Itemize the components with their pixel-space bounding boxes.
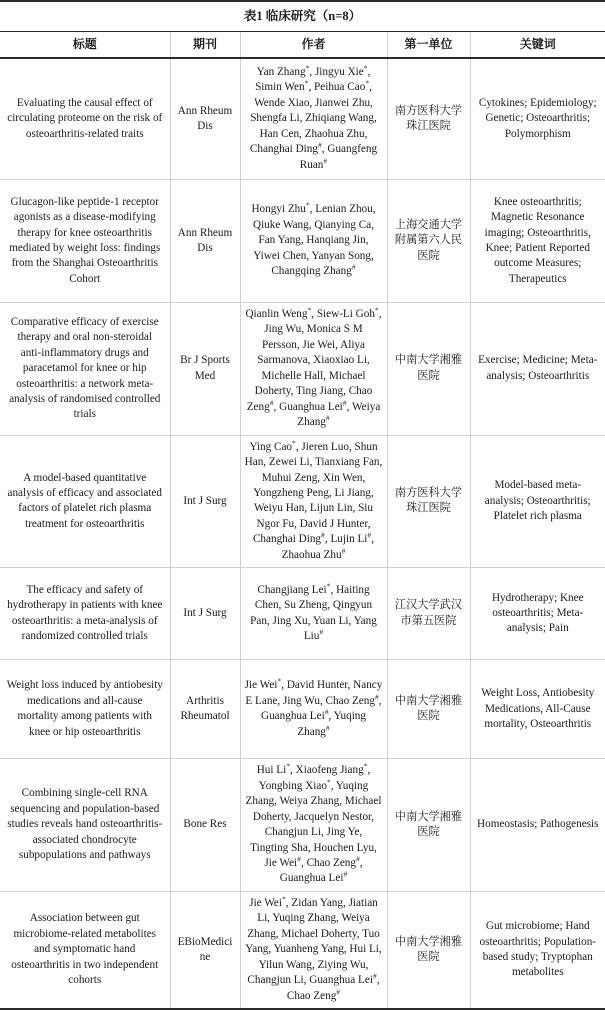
- cell-journal: Ann Rheum Dis: [170, 180, 240, 303]
- cell-title: Evaluating the causal effect of circulating proteome on the risk of osteoarthritis-related traits: [7, 96, 163, 140]
- cell-unit: 南方医科大学珠江医院: [387, 58, 470, 180]
- cell-journal: Br J Sports Med: [170, 303, 240, 436]
- cell-authors: Jie Wei*, David Hunter, Nancy E Lane, Jing Wu, Chao Zeng#, Guanghua Lei#, Yuqing Zhang#: [240, 660, 387, 759]
- table-title: 表1 临床研究（n=8）: [0, 1, 605, 32]
- cell-journal: Ann Rheum Dis: [170, 58, 240, 180]
- cell-keywords: Exercise; Medicine; Meta-analysis; Osteoarthritis: [470, 303, 605, 436]
- cell-keywords: Weight Loss, Antiobesity Medications, All-Cause mortality, Osteoarthritis: [470, 660, 605, 759]
- cell-authors: Changjiang Lei*, Haiting Chen, Su Zheng, Qingyun Pan, Jing Xu, Yuan Li, Yang Liu#: [240, 568, 387, 660]
- cell-unit: 中南大学湘雅医院: [387, 660, 470, 759]
- cell-unit: 江汉大学武汉市第五医院: [387, 568, 470, 660]
- column-header-keywords: 关键词: [470, 32, 605, 59]
- column-header-unit: 第一单位: [387, 32, 470, 59]
- table-row: [0, 435, 605, 568]
- cell-journal: Int J Surg: [170, 435, 240, 568]
- cell-keywords: Gut microbiome; Hand osteoarthritis; Population-based study; Tryptophan metabolites: [470, 891, 605, 1009]
- cell-unit: 南方医科大学珠江医院: [387, 435, 470, 568]
- table-row: [0, 58, 605, 180]
- cell-title: Combining single-cell RNA sequencing and population-based studies reveals hand osteoarthritis-associated chondrocyte subpopulations and pathways: [0, 759, 170, 892]
- cell-authors: Hongyi Zhu*, Lenian Zhou, Qiuke Wang, Qianying Ca, Fan Yang, Hanqiang Jin, Yiwei Chen, Yanyan Song, Changqing Zhang#: [240, 180, 387, 303]
- cell-title: A model-based quantitative analysis of efficacy and associated factors of platelet rich plasma treatment for osteoarthritis: [0, 435, 170, 568]
- table-row: [0, 180, 605, 303]
- table-row: [0, 759, 605, 892]
- cell-unit: 中南大学湘雅医院: [387, 303, 470, 436]
- cell-unit: 上海交通大学附属第六人民医院: [387, 180, 470, 303]
- cell-authors: Ying Cao*, Jieren Luo, Shun Han, Zewei Li, Tianxiang Fan, Muhui Zeng, Xin Wen, Yongzheng Peng, Li Jiang, Weiyu Han, Lijun Lin, Siu Ngor Fu, David J Hunter, Changhai Ding#, Lujin Li#, Zhaohua Zhu#: [240, 435, 387, 568]
- table-row: [0, 303, 605, 436]
- cell-unit: 中南大学湘雅医院: [387, 891, 470, 1009]
- table-row: [0, 568, 605, 660]
- cell-title: Weight loss induced by antiobesity medications and all-cause mortality among patients with knee or hip osteoarthritis: [0, 660, 170, 759]
- column-header-title: 标题: [0, 32, 170, 59]
- cell-authors: Hui Li*, Xiaofeng Jiang*, Yongbing Xiao*, Yuqing Zhang, Weiya Zhang, Michael Doherty, Jacquelyn Nestor, Changjun Li, Jing Ye, Tingting Sha, Houchen Lyu, Jie Wei#, Chao Zeng#, Guanghua Lei#: [240, 759, 387, 892]
- cell-journal: Int J Surg: [170, 568, 240, 660]
- table-header-row: [0, 32, 605, 59]
- cell-keywords: Cytokines; Epidemiology; Genetic; Osteoarthritis; Polymorphism: [470, 58, 605, 180]
- cell-authors: Qianlin Weng*, Siew-Li Goh*, Jing Wu, Monica S M Persson, Jie Wei, Aliya Sarmanova, Xiaoxiao Li, Michelle Hall, Michael Doherty, Ting Jiang, Chao Zeng#, Guanghua Lei#, Weiya Zhang#: [240, 303, 387, 436]
- cell-keywords: Hydrotherapy; Knee osteoarthritis; Meta-analysis; Pain: [470, 568, 605, 660]
- cell-title: Association between gut microbiome-related metabolites and symptomatic hand osteoarthritis in two independent cohorts: [0, 891, 170, 1009]
- column-header-authors: 作者: [240, 32, 387, 59]
- cell-title: The efficacy and safety of hydrotherapy in patients with knee osteoarthritis: a meta-analysis of randomized controlled trials: [0, 568, 170, 660]
- table-row: [0, 891, 605, 1009]
- cell-keywords: Model-based meta-analysis; Osteoarthritis; Platelet rich plasma: [470, 435, 605, 568]
- table-row: [0, 660, 605, 759]
- cell-keywords: Knee osteoarthritis; Magnetic Resonance imaging; Osteoarthritis, Knee; Patient Reported outcome Measures; Therapeutics: [470, 180, 605, 303]
- column-header-journal: 期刊: [170, 32, 240, 59]
- cell-keywords: Homeostasis; Pathogenesis: [470, 759, 605, 892]
- cell-title: Glucagon-like peptide-1 receptor agonists as a disease-modifying therapy for knee osteoarthritis mediated by weight loss: findings from the Shanghai Osteoarthritis Cohort: [0, 180, 170, 303]
- cell-authors: Yan Zhang*, Jingyu Xie*, Simin Wen*, Peihua Cao*, Wende Xiao, Jianwei Zhu, Shengfa Li, Zhiqiang Wang, Han Cen, Zhaohua Zhu, Changhai Ding#, Guangfeng Ruan#: [240, 58, 387, 180]
- cell-journal: Bone Res: [170, 759, 240, 892]
- cell-journal: EBioMedicine: [170, 891, 240, 1009]
- table-caption-row: [0, 1, 605, 32]
- cell-journal: Arthritis Rheumatol: [170, 660, 240, 759]
- cell-unit: 中南大学湘雅医院: [387, 759, 470, 892]
- cell-authors: Jie Wei*, Zidan Yang, Jiatian Li, Yuqing Zhang, Weiya Zhang, Michael Doherty, Tuo Yang, Yuanheng Yang, Hui Li, Yilun Wang, Ziying Wu, Changjun Li, Guanghua Lei#, Chao Zeng#: [240, 891, 387, 1009]
- cell-title: Comparative efficacy of exercise therapy and oral non-steroidal anti-inflammatory drugs and paracetamol for knee or hip osteoarthritis: a network meta-analysis of randomised controlled trials: [0, 303, 170, 436]
